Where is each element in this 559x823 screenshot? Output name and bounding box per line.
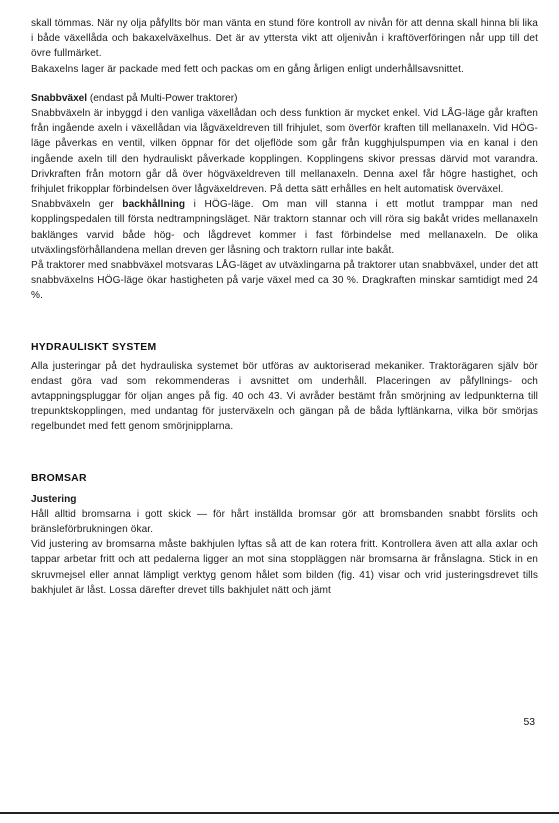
- bromsar-paragraph-1: Håll alltid bromsarna i gott skick — för hårt inställda bromsar gör att bromsbanden snabbt förslits och bränsleförbrukningen ökar.: [31, 508, 538, 536]
- intro-section: [31, 16, 538, 77]
- p2-before: Snabbväxeln ger: [31, 199, 123, 211]
- snabbvaxel-heading-bold: Snabbväxel: [31, 92, 88, 104]
- bromsar-section: [31, 473, 538, 598]
- bromsar-paragraph-2: Vid justering av bromsarna måste bakhjulen lyftas så att de kan rotera fritt. Kontrollera även att alla axlar och tappar arbetar fritt och att pedalerna ligger an mot sina stoppläggen när bromsarna är frånslagna. Stick in en skruvmejsel eller annat lämpligt verktyg genom hålet som bilden (fig. 41) visar och vrid justeringsdrevet tills bakhjulet är låst. Lossa därefter drevet tills bakhjulet nätt och jämt: [31, 539, 538, 596]
- hydraulik-paragraph-1: Alla justeringar på det hydrauliska systemet bör utföras av auktoriserad mekaniker. Traktorägaren själv bör endast göra vad som rekommenderas i avsnittet om underhåll. Placeringen av påfyllnings- och avtappningspluggar för oljan anges på fig. 40 och 43. Vi avråder bestämt från smörjning av ledpunkterna till trepunktskopplingen, med undantag för justerväxeln och gängan på de båda lyftlänkarna, vilka bör smörjas regelbundet med fett genom smörjnipplarna.: [31, 360, 538, 433]
- snabbvaxel-section: [31, 91, 538, 304]
- intro-paragraph-1: skall tömmas. När ny olja påfyllts bör man vänta en stund före kontroll av nivån för att denna skall hinna bli lika i både växellåda och bakaxelväxelhus. Det är av yttersta vikt att oljenivån i kraftöverföringen når upp till det övre fullmärket.: [31, 18, 538, 60]
- hydraulik-heading: HYDRAULISKT SYSTEM: [31, 341, 157, 353]
- snabbvaxel-paragraph-1: Snabbväxeln är inbyggd i den vanliga växellådan och dess funktion är mycket enkel. Vid LÅG-läge går kraften från ingående axeln i växellådan via lågväxeldreven till frihjulet, som överför kraften till mellanaxeln. Vid HÖG-läge påverkas en ventil, vilken öppnar för det oljeflöde som går från kugghjulspumpen via en kanal i den ingående axeln till den hydrauliskt påverkade kopplingen. Kopplingens skivor pressas därvid mot varandra. Drivkraften från motorn går då över högväxeldreven till mellanaxeln. Denna axel får högre hastighet, och frihjulet frikopplar förbindelsen över lågväxeldreven. På detta sätt erhålles en helt automatisk överväxel.: [31, 108, 538, 196]
- hydraulik-section: [31, 342, 538, 435]
- snabbvaxel-heading-rest: (endast på Multi-Power traktorer): [87, 92, 238, 104]
- page-number: 53: [523, 717, 535, 728]
- p2-after: i HÖG-läge. Om man vill stanna i ett motlut tramppar man ned kopplingspedalen till första nedtrampningsläget. När traktorn stannar och vill röra sig bakåt vrides mellanaxeln baklänges varvid både hög- och lågdrevet kommer i fast förbindelse med mellanaxeln. De olika utväxlingsförhållandena mellan dreven ger låsning och traktorn rullar inte bakåt.: [31, 199, 538, 256]
- snabbvaxel-paragraph-2: [31, 197, 538, 258]
- snabbvaxel-paragraph-3: På traktorer med snabbväxel motsvaras LÅG-läget av utväxlingarna på traktorer utan snabbväxel, under det att snabbväxelns HÖG-läge ökar hastigheten på varje växel med ca 30 %. Dragkraften minskar samtidigt med 24 %.: [31, 260, 538, 302]
- p2-bold: backhållning: [122, 199, 186, 211]
- intro-paragraph-2: Bakaxelns lager är packade med fett och packas om en gång årligen enligt underhållsavsnittet.: [31, 63, 464, 75]
- document-page: [31, 4, 538, 598]
- bromsar-heading: BROMSAR: [31, 472, 87, 484]
- snabbvaxel-heading: [31, 91, 538, 106]
- justering-subheading: Justering: [31, 493, 77, 505]
- bottom-rule: [0, 812, 559, 814]
